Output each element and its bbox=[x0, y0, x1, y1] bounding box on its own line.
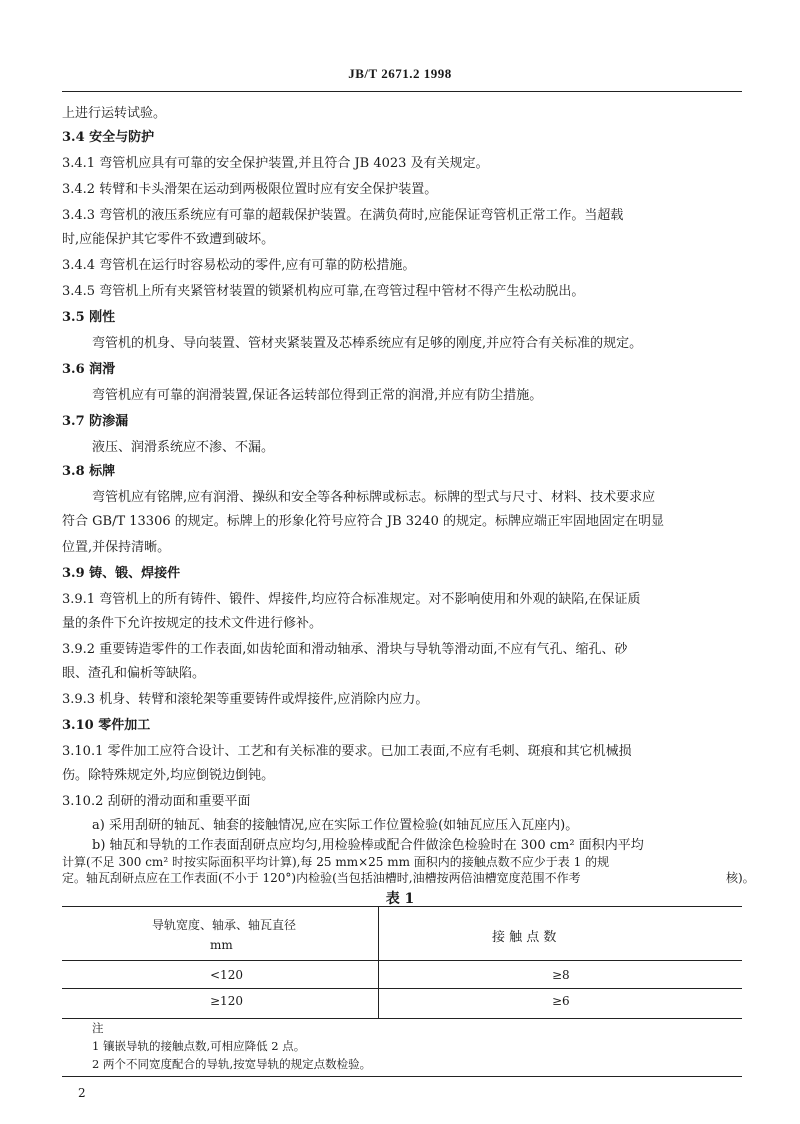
note-item: 2 两个不同宽度配合的导轨,按宽导轨的规定点数检验。 bbox=[92, 1057, 372, 1071]
page-number: 2 bbox=[78, 1086, 86, 1100]
body-line: 量的条件下允许按规定的技术文件进行修补。 bbox=[62, 616, 323, 631]
clause: 3.9.2 重要铸造零件的工作表面,如齿轮面和滑动轴承、滑块与导轨等滑动面,不应有气孔、缩孔、砂 bbox=[62, 642, 628, 657]
notes-title: 注 bbox=[92, 1021, 104, 1035]
document-header: JB/T 2671.2 1998 bbox=[348, 66, 452, 81]
body-line: 位置,并保持清晰。 bbox=[62, 540, 171, 555]
section-heading: 3.6 润滑 bbox=[62, 362, 116, 377]
clause: 3.10.2 刮研的滑动面和重要平面 bbox=[62, 794, 251, 809]
clause: 3.4.2 转臂和卡头滑架在运动到两极限位置时应有安全保护装置。 bbox=[62, 182, 438, 197]
clause: 3.4.5 弯管机上所有夹紧管材装置的锁紧机构应可靠,在弯管过程中管材不得产生松动脱出。 bbox=[62, 284, 585, 299]
table-header-rule bbox=[62, 960, 742, 961]
table-bottom-rule bbox=[62, 1018, 742, 1019]
list-item: b) 轴瓦和导轨的工作表面刮研点应均匀,用检验棒或配合件做涂色检验时在 300 cm² 面积内平均 bbox=[92, 838, 644, 853]
notes-bottom-rule bbox=[62, 1076, 742, 1077]
table-column-divider bbox=[378, 906, 379, 1019]
clause: 3.4.4 弯管机在运行时容易松动的零件,应有可靠的防松措施。 bbox=[62, 258, 416, 273]
body-line: 计算(不足 300 cm² 时按实际面积平均计算),每 25 mm×25 mm 面积内的接触点数不应少于表 1 的规 bbox=[62, 855, 610, 869]
body-line: 定。轴瓦刮研点应在工作表面(不小于 120°)内检验(当包括油槽时,油槽按两倍油槽宽度范围不作考 bbox=[62, 871, 581, 885]
table-cell-size: <120 bbox=[210, 968, 243, 982]
section-heading: 3.8 标牌 bbox=[62, 464, 116, 479]
list-item: a) 采用刮研的轴瓦、轴套的接触情况,应在实际工作位置检验(如轴瓦应压入瓦座内)。 bbox=[92, 818, 579, 833]
body-line: 液压、润滑系统应不渗、不漏。 bbox=[92, 440, 275, 455]
section-heading: 3.10 零件加工 bbox=[62, 718, 151, 733]
table-header-col1: 导轨宽度、轴承、轴瓦直径 bbox=[152, 918, 297, 932]
table-caption: 表 1 bbox=[385, 891, 415, 907]
table-header-col2: 接 触 点 数 bbox=[492, 930, 557, 945]
table-1 bbox=[62, 906, 742, 1014]
body-line: 时,应能保护其它零件不致遭到破坏。 bbox=[62, 232, 275, 247]
table-header-unit: mm bbox=[210, 938, 233, 952]
clause: 3.4.3 弯管机的液压系统应有可靠的超载保护装置。在满负荷时,应能保证弯管机正常工作。当超载 bbox=[62, 208, 624, 223]
body-line: 弯管机的机身、导向装置、管材夹紧装置及芯棒系统应有足够的刚度,并应符合有关标准的规定。 bbox=[92, 336, 643, 351]
header-rule bbox=[62, 91, 742, 92]
table-cell-size: ≥120 bbox=[210, 994, 243, 1008]
table-cell-points: ≥8 bbox=[552, 968, 570, 982]
body-line: 上进行运转试验。 bbox=[62, 106, 167, 121]
table-top-rule bbox=[62, 906, 742, 907]
body-line: 弯管机应有可靠的润滑装置,保证各运转部位得到正常的润滑,并应有防尘措施。 bbox=[92, 388, 543, 403]
body-line: 眼、渣孔和偏析等缺陷。 bbox=[62, 666, 206, 681]
note-item: 1 镶嵌导轨的接触点数,可相应降低 2 点。 bbox=[92, 1039, 306, 1053]
clause: 3.9.1 弯管机上的所有铸件、锻件、焊接件,均应符合标准规定。对不影响使用和外观的缺陷,在保证质 bbox=[62, 592, 641, 607]
section-heading: 3.5 刚性 bbox=[62, 310, 116, 325]
section-heading: 3.7 防渗漏 bbox=[62, 414, 129, 429]
body-line: 核)。 bbox=[726, 871, 755, 885]
body-line: 符合 GB/T 13306 的规定。标牌上的形象化符号应符合 JB 3240 的规定。标牌应端正牢固地固定在明显 bbox=[62, 514, 664, 529]
section-heading: 3.4 安全与防护 bbox=[62, 130, 155, 145]
body-line: 弯管机应有铭牌,应有润滑、操纵和安全等各种标牌或标志。标牌的型式与尺寸、材料、技术要求应 bbox=[92, 490, 656, 505]
body-line: 伤。除特殊规定外,均应倒锐边倒钝。 bbox=[62, 768, 275, 783]
clause: 3.9.3 机身、转臂和滚轮架等重要铸件或焊接件,应消除内应力。 bbox=[62, 692, 429, 707]
section-heading: 3.9 铸、锻、焊接件 bbox=[62, 566, 181, 581]
clause: 3.4.1 弯管机应具有可靠的安全保护装置,并且符合 JB 4023 及有关规定。 bbox=[62, 156, 489, 171]
table-row-rule bbox=[62, 988, 742, 989]
clause: 3.10.1 零件加工应符合设计、工艺和有关标准的要求。已加工表面,不应有毛刺、斑痕和其它机械损 bbox=[62, 744, 632, 759]
table-cell-points: ≥6 bbox=[552, 994, 570, 1008]
